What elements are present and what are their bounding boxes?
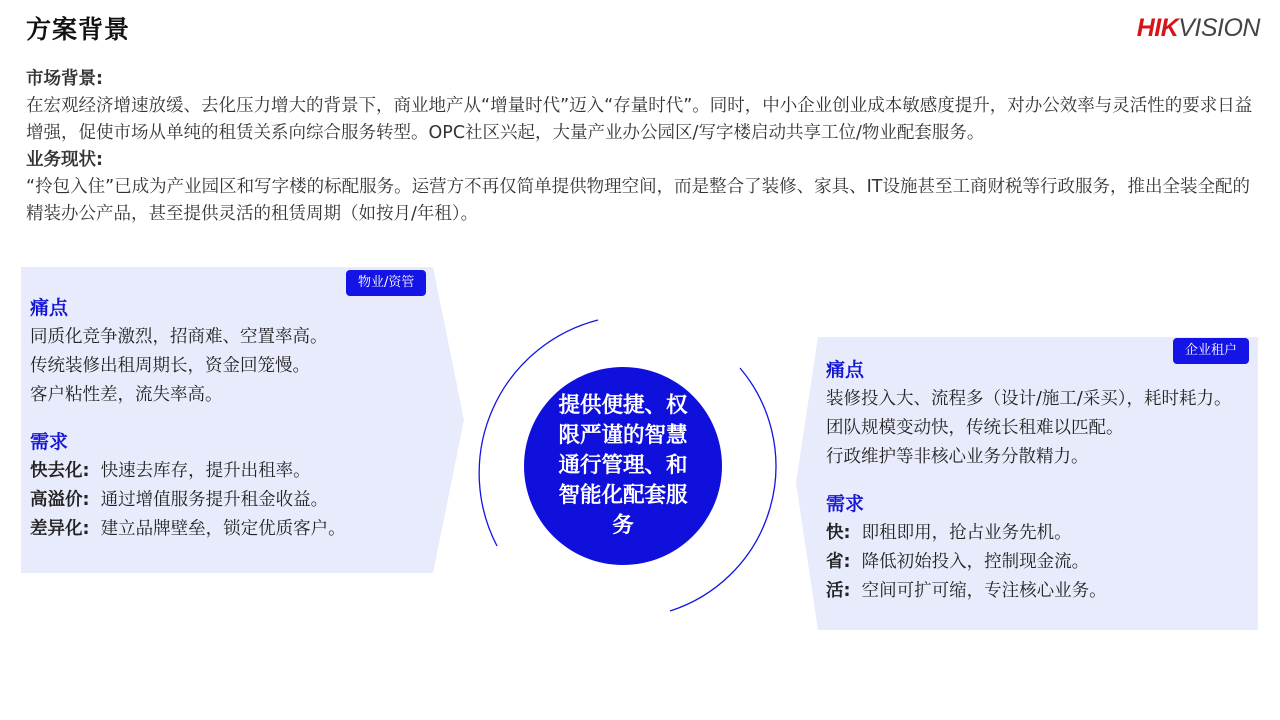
market-text: 在宏观经济增速放缓、去化压力增大的背景下，商业地产从“增量时代”迈入“存量时代”。同时，中小企业创业成本敏感度提升，对办公效率与灵活性的要求日益增强，促使市场从单纯的租赁关系向综合服务转型。OPC社区兴起，大量产业办公园区/写字楼启动共享工位/物业配套服务。 [26, 96, 1253, 143]
left-pain-item: 传统装修出租周期长，资金回笼慢。 [30, 356, 310, 376]
left-need-item: 差异化: 建立品牌壁垒，锁定优质客户。 [30, 519, 346, 539]
left-pain-item: 客户粘性差，流失率高。 [30, 385, 223, 405]
right-need-item: 快: 即租即用，抢占业务先机。 [826, 523, 1072, 543]
hikvision-logo: HIKVISION [1136, 14, 1260, 42]
right-pain-item: 团队规模变动快，传统长租难以匹配。 [826, 418, 1124, 438]
market-heading: 市场背景: [26, 69, 103, 89]
left-pain-title: 痛点 [30, 297, 69, 319]
tag-property-management: 物业/资管 [346, 270, 426, 296]
left-need-item: 高溢价: 通过增值服务提升租金收益。 [30, 490, 329, 510]
status-heading: 业务现状: [26, 150, 103, 170]
right-panel-content [826, 356, 1232, 606]
page-title: 方案背景 [26, 15, 131, 44]
right-pain-item: 装修投入大、流程多（设计/施工/采买），耗时耗力。 [826, 389, 1232, 409]
left-need-title: 需求 [30, 431, 69, 453]
left-need-item: 快去化: 快速去库存，提升出租率。 [30, 461, 311, 481]
right-need-item: 活: 空间可扩可缩，专注核心业务。 [826, 581, 1107, 601]
right-need-item: 省: 降低初始投入，控制现金流。 [826, 552, 1090, 572]
status-text: “拎包入住”已成为产业园区和写字楼的标配服务。运营方不再仅简单提供物理空间，而是整合了装修、家具、IT设施甚至工商财税等行政服务，推出全装全配的精装办公产品，甚至提供灵活的租赁周期（如按月/年租）。 [26, 177, 1250, 224]
right-pain-title: 痛点 [826, 359, 865, 381]
center-text: 提供便捷、权限严谨的智慧通行管理、和智能化配套服务 [558, 393, 688, 538]
tag-enterprise-tenant: 企业租户 [1173, 338, 1249, 364]
right-need-title: 需求 [826, 493, 865, 515]
right-pain-item: 行政维护等非核心业务分散精力。 [826, 447, 1089, 467]
center-circle [524, 367, 722, 565]
left-pain-item: 同质化竞争激烈，招商难、空置率高。 [30, 327, 328, 347]
